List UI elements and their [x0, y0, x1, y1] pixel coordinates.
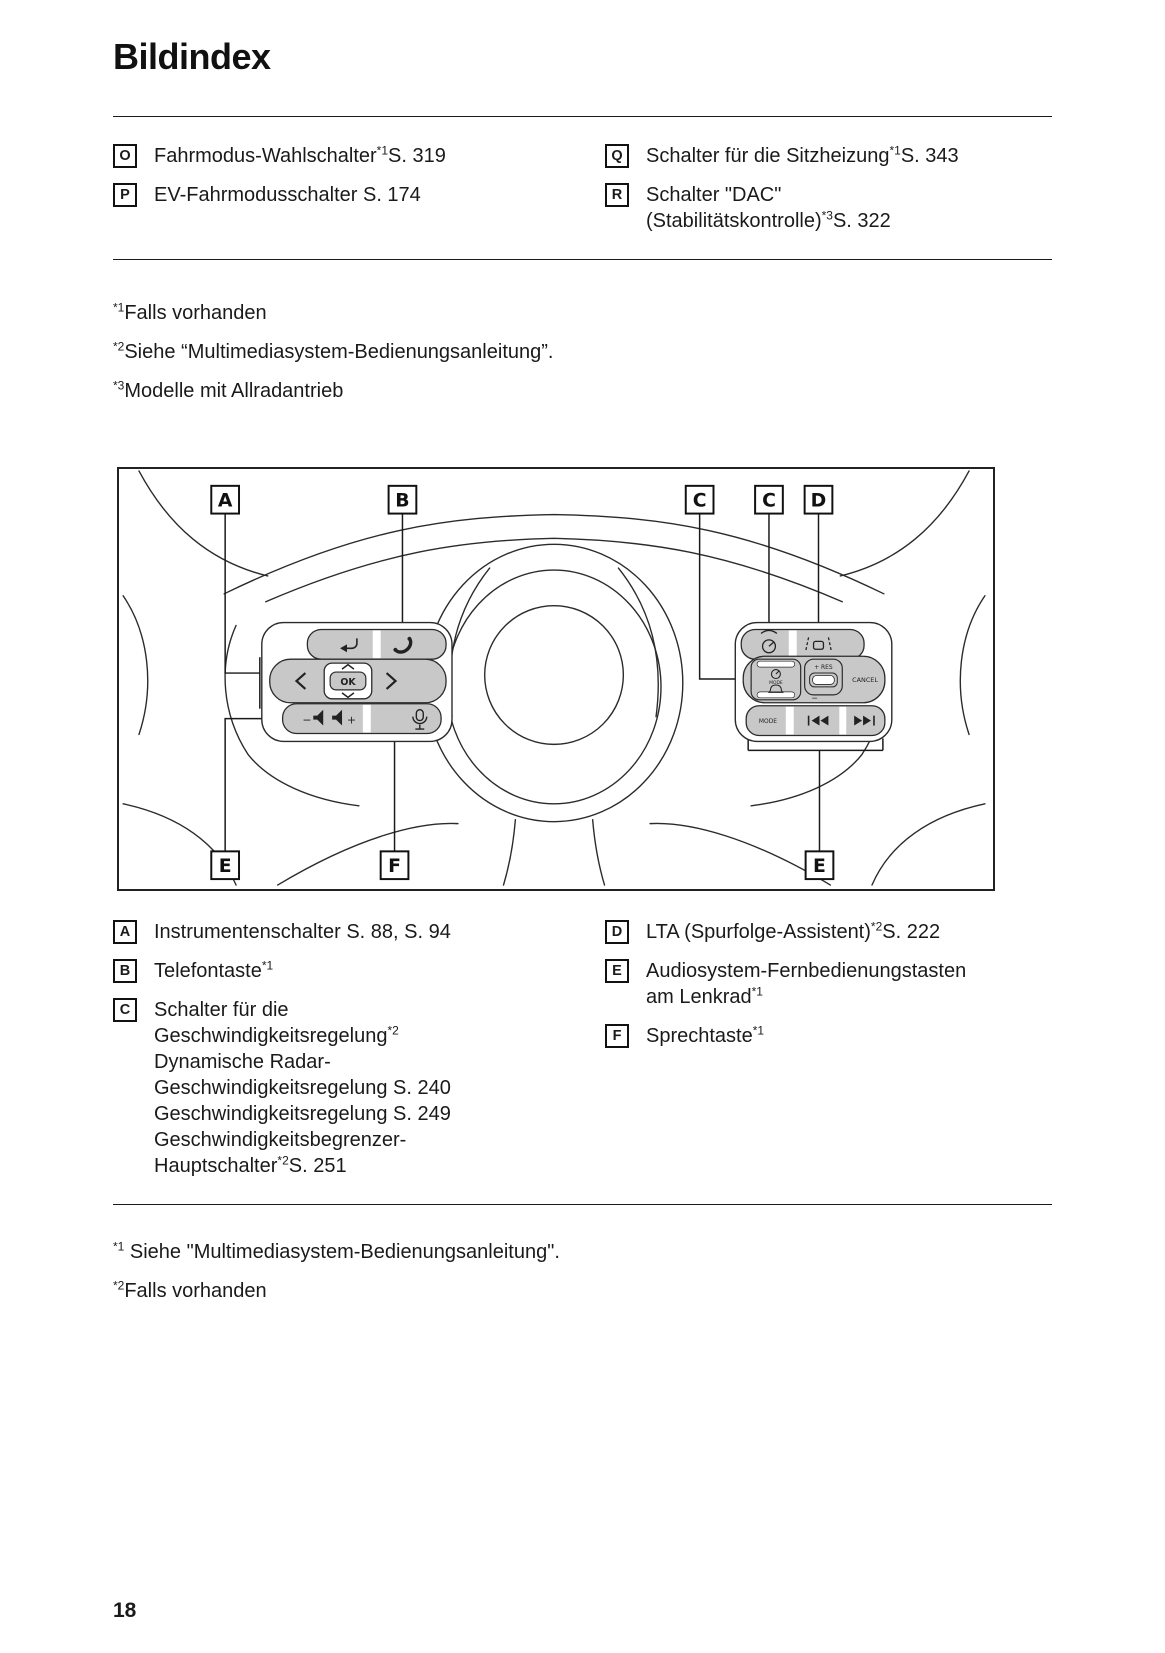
index-label: Schalter für die Geschwindigkeitsregelung$^{*2}$ Dynamische Radar- Geschwindigkeitsregelung S. 240 Geschwindigkeitsregelung S. 249 Geschwindigkeitsbegrenzer- Hauptschalter$^{*2}$S. 251	[154, 999, 451, 1177]
mode-label: MODE	[769, 680, 783, 686]
index-item-Q	[605, 143, 1052, 169]
callout-D	[805, 486, 833, 514]
index-label: Schalter für die Sitzheizung$^{*1}$S. 343	[646, 143, 959, 167]
cancel-label: CANCEL	[852, 675, 878, 684]
svg-text:A: A	[217, 490, 233, 512]
diagram-legend	[113, 919, 1052, 1192]
index-item-P	[113, 182, 605, 208]
key-box-F: F	[605, 1024, 629, 1048]
footnotes-top	[113, 300, 1052, 417]
left-switch-cluster	[262, 623, 452, 742]
svg-text:C: C	[692, 490, 707, 512]
top-index-right-column	[605, 143, 1052, 247]
footnote: $^{*2}$Falls vorhanden	[113, 1278, 267, 1302]
footnote: $^{*1}$Falls vorhanden	[113, 300, 267, 324]
svg-text:F: F	[388, 856, 401, 878]
footnotes-bottom	[113, 1239, 1052, 1317]
right-switch-cluster	[735, 623, 892, 742]
index-item-O	[113, 143, 605, 169]
footnote: $^{*1}$ Siehe "Multimediasystem-Bedienungsanleitung".	[113, 1239, 560, 1263]
index-label: EV-Fahrmodusschalter S. 174	[154, 184, 421, 206]
index-label: Telefontaste$^{*1}$	[154, 958, 274, 982]
svg-text:E: E	[813, 856, 826, 878]
index-label: LTA (Spurfolge-Assistent)$^{*2}$S. 222	[646, 919, 941, 943]
index-label: Sprechtaste$^{*1}$	[646, 1023, 765, 1047]
legend-right-column	[605, 919, 1052, 1192]
svg-text:C: C	[762, 490, 776, 512]
callout-C1	[686, 486, 714, 514]
index-item-F	[605, 1023, 1052, 1049]
steering-wheel-drawing	[119, 469, 993, 889]
callout-A	[211, 486, 239, 514]
svg-text:−: −	[302, 713, 312, 727]
index-label: Fahrmodus-Wahlschalter$^{*1}$S. 319	[154, 143, 446, 167]
index-label: Schalter "DAC" (Stabilitätskontrolle)$^{*3}$S. 322	[646, 184, 891, 232]
key-box-B: B	[113, 959, 137, 983]
page-title: Bildindex	[113, 36, 271, 77]
callout-E-right	[806, 851, 834, 879]
svg-text:B: B	[395, 490, 410, 512]
key-box-A: A	[113, 920, 137, 944]
index-label: Audiosystem-Fernbedienungstasten am Lenkrad$^{*1}$	[646, 960, 967, 1008]
index-item-D	[605, 919, 1052, 945]
divider	[113, 259, 1052, 260]
key-box-D: D	[605, 920, 629, 944]
key-box-Q: Q	[605, 144, 629, 168]
index-item-A	[113, 919, 605, 945]
svg-text:+: +	[346, 713, 357, 727]
index-item-C	[113, 997, 605, 1179]
divider	[113, 116, 1052, 117]
callout-B	[389, 486, 417, 514]
callout-E-left	[211, 851, 239, 879]
res-label: + RES	[814, 664, 833, 672]
callout-C2	[755, 486, 783, 514]
key-box-O: O	[113, 144, 137, 168]
steering-wheel-diagram	[117, 467, 995, 891]
key-box-E: E	[605, 959, 629, 983]
legend-left-column	[113, 919, 605, 1192]
callout-F	[381, 851, 409, 879]
top-index-left-column	[113, 143, 605, 247]
index-item-B	[113, 958, 605, 984]
ok-button	[324, 663, 372, 699]
index-label: Instrumentenschalter S. 88, S. 94	[154, 921, 451, 943]
media-mode-label: MODE	[758, 718, 778, 726]
ok-button-label: OK	[340, 676, 356, 688]
divider	[113, 1204, 1052, 1205]
footnote: $^{*2}$Siehe “Multimediasystem-Bedienungsanleitung”.	[113, 339, 554, 363]
key-box-R: R	[605, 183, 629, 207]
index-item-R	[605, 182, 1052, 234]
key-box-C: C	[113, 998, 137, 1022]
svg-text:E: E	[218, 856, 232, 878]
svg-text:D: D	[810, 490, 827, 512]
res-minus-label: −	[811, 693, 818, 703]
footnote: $^{*3}$Modelle mit Allradantrieb	[113, 378, 344, 402]
page-number: 18	[113, 1599, 137, 1622]
index-item-E	[605, 958, 1052, 1010]
cruise-mode-toggle	[751, 659, 801, 700]
top-index	[113, 143, 1052, 247]
key-box-P: P	[113, 183, 137, 207]
